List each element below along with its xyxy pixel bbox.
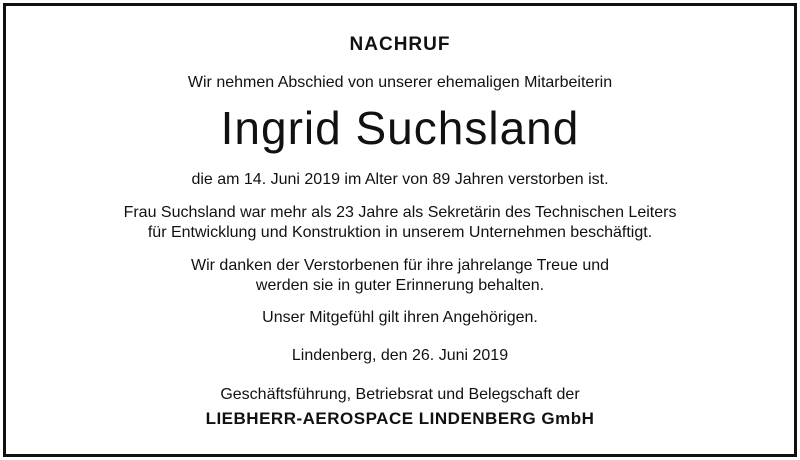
thanks-text-line-2: werden sie in guter Erinnerung behalten. <box>255 277 545 294</box>
place-date-text: Lindenberg, den 26. Juni 2019 <box>291 347 509 364</box>
career-text-line-1: Frau Suchsland war mehr als 23 Jahre als Sekretärin des Technischen Leiters <box>123 204 677 221</box>
career-text-line-2: für Entwicklung und Konstruktion in unserem Unternehmen beschäftigt. <box>147 224 653 241</box>
sympathy-text: Unser Mitgefühl gilt ihren Angehörigen. <box>262 309 538 326</box>
notice-heading: NACHRUF <box>349 34 451 55</box>
thanks-text-line-1: Wir danken der Verstorbenen für ihre jahrelange Treue und <box>190 257 610 274</box>
deceased-name: Ingrid Suchsland <box>220 102 580 154</box>
company-name: LIEBHERR-AEROSPACE LINDENBERG GmbH <box>205 409 595 428</box>
signers-text: Geschäftsführung, Betriebsrat und Belegschaft der <box>220 386 580 403</box>
death-date-text: die am 14. Juni 2019 im Alter von 89 Jahren verstorben ist. <box>191 171 609 188</box>
intro-text: Wir nehmen Abschied von unserer ehemaligen Mitarbeiterin <box>187 74 613 91</box>
